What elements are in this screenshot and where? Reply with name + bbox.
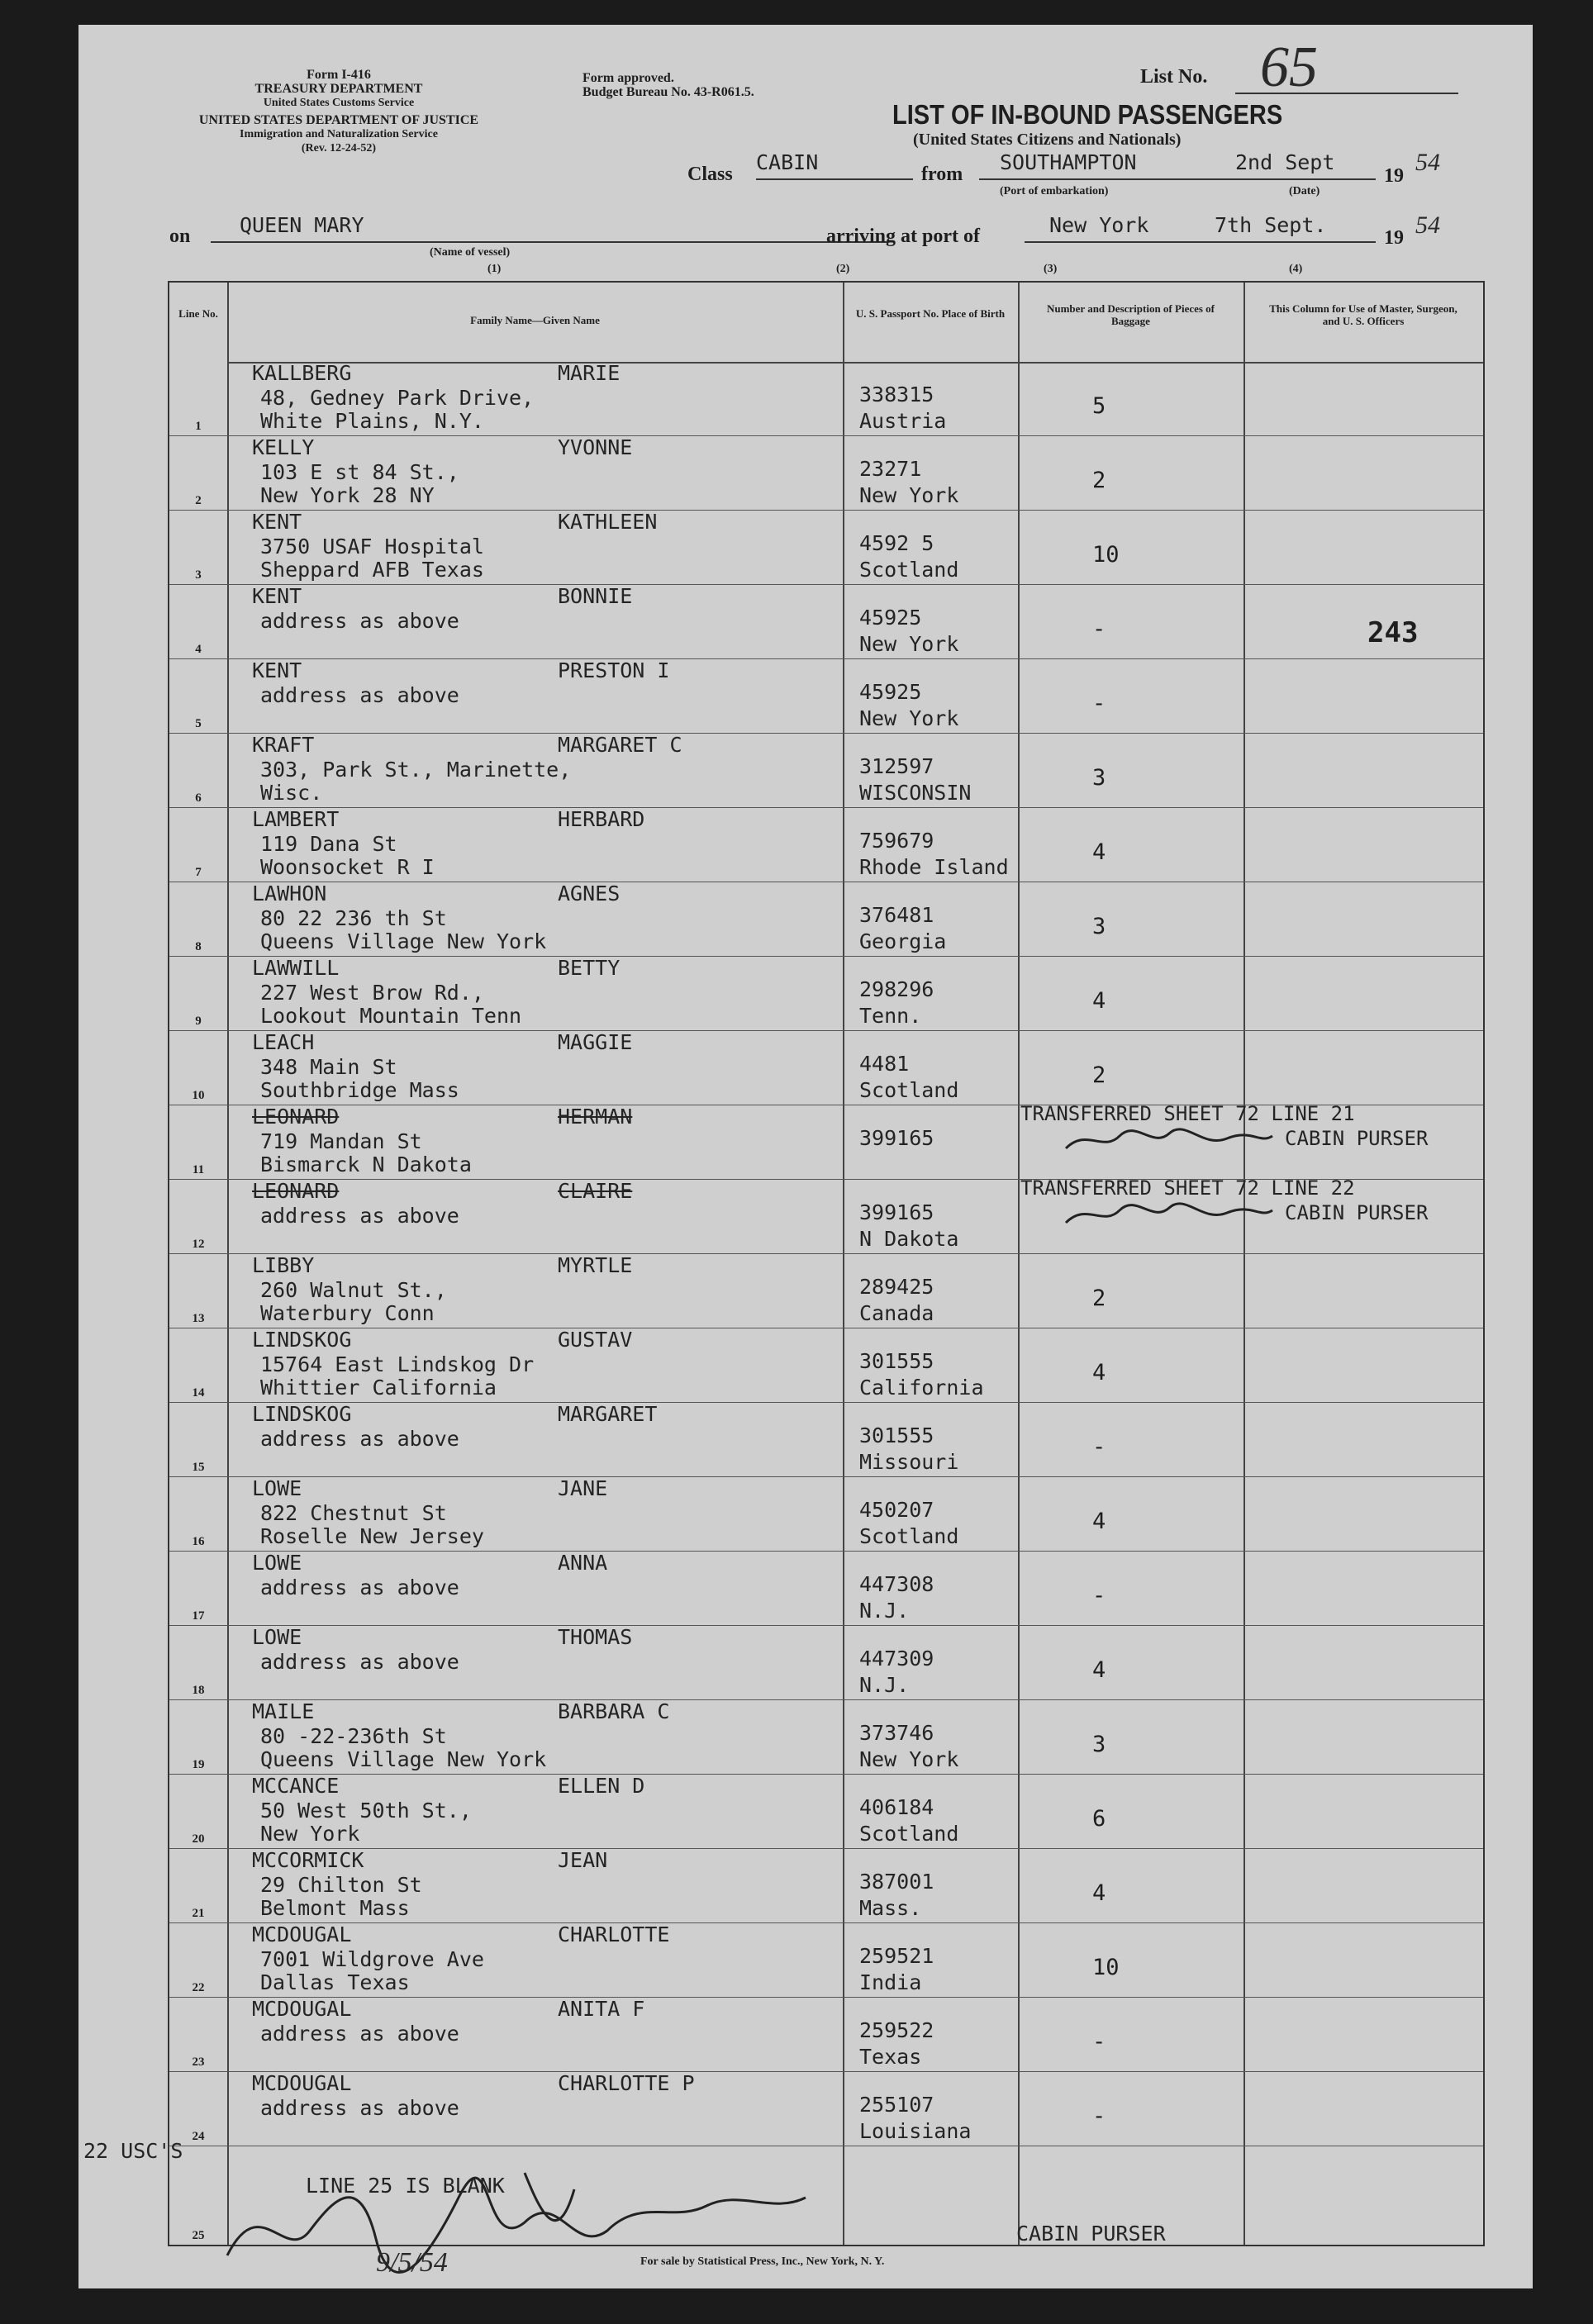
place-of-birth: Austria xyxy=(859,409,947,433)
line-number: 15 xyxy=(192,1461,205,1474)
address-line-2: Whittier California xyxy=(260,1376,497,1400)
family-name: MCDOUGAL xyxy=(252,2071,352,2095)
address-line-2: New York 28 NY xyxy=(260,483,435,507)
given-name: BETTY xyxy=(558,956,621,980)
given-name: JEAN xyxy=(558,1848,608,1872)
family-name: MAILE xyxy=(252,1699,315,1723)
given-name: THOMAS xyxy=(558,1625,633,1649)
family-name: LIBBY xyxy=(252,1253,315,1277)
date-line xyxy=(1227,178,1376,180)
list-no-label: List No. xyxy=(1140,66,1208,88)
agency-block xyxy=(153,68,525,155)
place-of-birth: WISCONSIN xyxy=(859,781,972,805)
line-number: 6 xyxy=(195,791,202,805)
place-of-birth: Mass. xyxy=(859,1896,922,1920)
justice-dept: UNITED STATES DEPARTMENT OF JUSTICE xyxy=(198,113,479,127)
embarkation-date: 2nd Sept xyxy=(1235,150,1335,174)
header-passport: U. S. Passport No. Place of Birth xyxy=(855,307,1006,320)
manifest-sheet xyxy=(78,25,1533,2288)
line-number: 3 xyxy=(195,568,202,582)
given-name: HERMAN xyxy=(558,1105,633,1129)
passport-number: 447309 xyxy=(859,1647,934,1671)
table-row xyxy=(169,808,1483,882)
baggage-count: - xyxy=(1092,1583,1106,1609)
line-number: 5 xyxy=(195,717,202,730)
given-name: MAGGIE xyxy=(558,1030,633,1054)
passport-number: 255107 xyxy=(859,2093,934,2117)
address-line-1: 80 22 236 th St xyxy=(260,906,447,930)
arriving-label: arriving at port of xyxy=(826,226,980,247)
address-line-1: 7001 Wildgrove Ave xyxy=(260,1947,484,1971)
place-of-birth: New York xyxy=(859,632,959,656)
baggage-count: 4 xyxy=(1092,1880,1106,1906)
address-line-2: Southbridge Mass xyxy=(260,1078,459,1102)
line-number: 19 xyxy=(192,1758,205,1771)
line-number: 2 xyxy=(195,494,202,507)
year-prefix: 19 xyxy=(1384,165,1404,187)
date-caption: (Date) xyxy=(1289,185,1320,197)
line-number: 1 xyxy=(195,420,202,433)
port-caption: (Port of embarkation) xyxy=(1000,185,1109,197)
line-number: 13 xyxy=(192,1312,205,1325)
table-row xyxy=(169,1923,1483,1998)
family-name: LOWE xyxy=(252,1625,302,1649)
vessel-name: QUEEN MARY xyxy=(240,213,364,237)
header-name: Family Name—Given Name xyxy=(470,314,600,326)
table-row xyxy=(169,1031,1483,1105)
address-line-2: White Plains, N.Y. xyxy=(260,409,484,433)
approval-block xyxy=(583,71,754,99)
family-name: KALLBERG xyxy=(252,361,352,385)
baggage-count: - xyxy=(1092,1434,1106,1460)
passport-number: 289425 xyxy=(859,1275,934,1299)
header-officers: This Column for Use of Master, Surgeon, and U. S. Officers xyxy=(1269,302,1457,327)
family-name: LINDSKOG xyxy=(252,1402,352,1426)
given-name: BARBARA C xyxy=(558,1699,670,1723)
line-number: 16 xyxy=(192,1535,205,1548)
place-of-birth: Scotland xyxy=(859,1822,959,1846)
table-row xyxy=(169,585,1483,659)
cabin-purser-title: CABIN PURSER xyxy=(1016,2222,1166,2246)
family-name: LEONARD xyxy=(252,1105,340,1129)
line-number: 22 xyxy=(192,1981,205,1994)
table-row xyxy=(169,2072,1483,2146)
baggage-count: 2 xyxy=(1092,1286,1106,1311)
table-row xyxy=(169,436,1483,511)
address-line-2: Bismarck N Dakota xyxy=(260,1152,472,1176)
place-of-birth: Missouri xyxy=(859,1450,959,1474)
family-name: MCCANCE xyxy=(252,1774,340,1798)
place-of-birth: N.J. xyxy=(859,1673,910,1697)
given-name: CHARLOTTE xyxy=(558,1922,670,1946)
transfer-note: TRANSFERRED SHEET 72 LINE 21 xyxy=(1020,1102,1355,1125)
line-number: 11 xyxy=(192,1163,205,1176)
family-name: MCDOUGAL xyxy=(252,1997,352,2021)
given-name: JANE xyxy=(558,1476,608,1500)
address-line-2: Wisc. xyxy=(260,781,323,805)
handwritten-date: 9/5/54 xyxy=(376,2247,448,2278)
baggage-count: 2 xyxy=(1092,1062,1106,1088)
passport-number: 338315 xyxy=(859,383,934,406)
given-name: MARIE xyxy=(558,361,621,385)
family-name: KELLY xyxy=(252,435,315,459)
table-row xyxy=(169,1626,1483,1700)
baggage-count: 3 xyxy=(1092,1732,1106,1757)
address-line-1: 260 Walnut St., xyxy=(260,1278,447,1302)
passport-number: 23271 xyxy=(859,457,922,481)
address-line-1: 29 Chilton St xyxy=(260,1873,422,1897)
class-value: CABIN xyxy=(756,150,819,174)
table-row xyxy=(169,882,1483,957)
passport-number: 759679 xyxy=(859,829,934,853)
table-row xyxy=(169,1477,1483,1552)
address-line-1: 719 Mandan St xyxy=(260,1129,422,1153)
address-line-1: 227 West Brow Rd., xyxy=(260,981,484,1005)
baggage-count: - xyxy=(1092,2029,1106,2055)
address-line-1: 303, Park St., Marinette, xyxy=(260,758,572,782)
address-line-1: address as above xyxy=(260,2022,459,2046)
purser-signature xyxy=(211,2140,888,2288)
table-row xyxy=(169,1849,1483,1923)
address-line-2: Belmont Mass xyxy=(260,1896,410,1920)
table-row xyxy=(169,1102,1483,1180)
baggage-count: 4 xyxy=(1092,1657,1106,1683)
baggage-count: 4 xyxy=(1092,1509,1106,1534)
baggage-count: - xyxy=(1092,616,1106,642)
transfer-officer: CABIN PURSER xyxy=(1285,1127,1429,1150)
col3-caption: (3) xyxy=(1044,263,1058,275)
page-title: LIST OF IN-BOUND PASSENGERS xyxy=(892,99,1283,130)
given-name: MARGARET xyxy=(558,1402,658,1426)
place-of-birth: New York xyxy=(859,706,959,730)
passport-number: 45925 xyxy=(859,606,922,630)
table-row xyxy=(169,1775,1483,1849)
on-label: on xyxy=(169,226,191,247)
family-name: LOWE xyxy=(252,1476,302,1500)
address-line-2: Queens Village New York xyxy=(260,1747,547,1771)
passport-number: 312597 xyxy=(859,754,934,778)
baggage-count: 2 xyxy=(1092,468,1106,493)
table-row xyxy=(169,734,1483,808)
table-row xyxy=(169,1403,1483,1477)
table-row xyxy=(169,1328,1483,1403)
passport-number: 259521 xyxy=(859,1944,934,1968)
line-number: 4 xyxy=(195,643,202,656)
officer-note: 243 xyxy=(1367,616,1419,649)
place-of-birth: Canada xyxy=(859,1301,934,1325)
place-of-birth: N.J. xyxy=(859,1599,910,1623)
address-line-1: address as above xyxy=(260,683,459,707)
line-number: 24 xyxy=(192,2130,205,2143)
table-row xyxy=(169,1552,1483,1626)
place-of-birth: Louisiana xyxy=(859,2119,972,2143)
baggage-count: - xyxy=(1092,691,1106,716)
year-suffix: 54 xyxy=(1415,149,1440,176)
vessel-line xyxy=(211,241,888,243)
printer-credit: For sale by Statistical Press, Inc., New York, N. Y. xyxy=(640,2255,885,2268)
address-line-1: 80 -22-236th St xyxy=(260,1724,447,1748)
header-line-no: Line No. xyxy=(178,307,218,320)
table-row xyxy=(169,1176,1483,1254)
header-baggage: Number and Description of Pieces of Baggage xyxy=(1046,302,1215,327)
passport-number: 406184 xyxy=(859,1795,934,1819)
given-name: ELLEN D xyxy=(558,1774,645,1798)
address-line-1: 48, Gedney Park Drive, xyxy=(260,386,535,410)
passport-number: 301555 xyxy=(859,1349,934,1373)
passport-number: 298296 xyxy=(859,977,934,1001)
table-row xyxy=(169,1998,1483,2072)
place-of-birth: N Dakota xyxy=(859,1227,959,1251)
arrival-port: New York xyxy=(1049,213,1149,237)
line-number: 23 xyxy=(192,2055,205,2069)
family-name: KENT xyxy=(252,510,302,534)
address-line-1: address as above xyxy=(260,1427,459,1451)
address-line-1: address as above xyxy=(260,1650,459,1674)
transfer-officer: CABIN PURSER xyxy=(1285,1201,1429,1224)
passport-number: 301555 xyxy=(859,1423,934,1447)
place-of-birth: Scotland xyxy=(859,1524,959,1548)
line-number: 8 xyxy=(195,940,202,953)
table-row xyxy=(169,511,1483,585)
baggage-count: 4 xyxy=(1092,988,1106,1014)
port-line xyxy=(979,178,1227,180)
list-number: 65 xyxy=(1260,36,1318,99)
arrival-year-prefix: 19 xyxy=(1384,227,1404,249)
port-of-embarkation: SOUTHAMPTON xyxy=(1000,150,1137,174)
form-approved: Form approved. xyxy=(583,71,674,85)
arrival-date: 7th Sept. xyxy=(1215,213,1327,237)
table-row xyxy=(169,659,1483,734)
baggage-count: 6 xyxy=(1092,1806,1106,1832)
family-name: KENT xyxy=(252,584,302,608)
passport-number: 399165 xyxy=(859,1126,934,1150)
address-line-1: 119 Dana St xyxy=(260,832,397,856)
passport-number: 387001 xyxy=(859,1870,934,1894)
passport-number: 399165 xyxy=(859,1200,934,1224)
family-name: KENT xyxy=(252,658,302,682)
initials-signature xyxy=(1062,1124,1277,1157)
passport-number: 447308 xyxy=(859,1572,934,1596)
baggage-count: 4 xyxy=(1092,1360,1106,1385)
family-name: LEACH xyxy=(252,1030,315,1054)
passport-number: 450207 xyxy=(859,1498,934,1522)
line-number: 20 xyxy=(192,1832,205,1846)
address-line-2: New York xyxy=(260,1822,360,1846)
place-of-birth: India xyxy=(859,1970,922,1994)
address-line-2: Waterbury Conn xyxy=(260,1301,435,1325)
line-number: 21 xyxy=(192,1907,205,1920)
col4-caption: (4) xyxy=(1289,263,1303,275)
baggage-count: 10 xyxy=(1092,1955,1120,1980)
line-number: 18 xyxy=(192,1684,205,1697)
baggage-count: 4 xyxy=(1092,839,1106,865)
family-name: MCCORMICK xyxy=(252,1848,364,1872)
passport-number: 4592 5 xyxy=(859,531,934,555)
place-of-birth: Tenn. xyxy=(859,1004,922,1028)
baggage-count: 3 xyxy=(1092,765,1106,791)
given-name: PRESTON I xyxy=(558,658,670,682)
given-name: CLAIRE xyxy=(558,1179,633,1203)
given-name: ANITA F xyxy=(558,1997,645,2021)
baggage-count: 3 xyxy=(1092,914,1106,939)
address-line-2: Woonsocket R I xyxy=(260,855,435,879)
address-line-1: 822 Chestnut St xyxy=(260,1501,447,1525)
place-of-birth: Scotland xyxy=(859,1078,959,1102)
place-of-birth: California xyxy=(859,1376,984,1400)
given-name: ANNA xyxy=(558,1551,608,1575)
initials-signature xyxy=(1062,1198,1277,1231)
line-number: 12 xyxy=(192,1238,205,1251)
address-line-1: 348 Main St xyxy=(260,1055,397,1079)
baggage-count: 10 xyxy=(1092,542,1120,568)
table-row xyxy=(169,957,1483,1031)
family-name: LEONARD xyxy=(252,1179,340,1203)
address-line-2: Sheppard AFB Texas xyxy=(260,558,484,582)
address-line-2: Dallas Texas xyxy=(260,1970,410,1994)
arrival-year-suffix: 54 xyxy=(1415,211,1440,239)
table-row xyxy=(169,362,1483,436)
given-name: MARGARET C xyxy=(558,733,682,757)
address-line-1: address as above xyxy=(260,609,459,633)
address-line-1: 15764 East Lindskog Dr xyxy=(260,1352,535,1376)
passport-number: 373746 xyxy=(859,1721,934,1745)
col1-caption: (1) xyxy=(487,263,502,275)
family-name: LAMBERT xyxy=(252,807,340,831)
address-line-2: Roselle New Jersey xyxy=(260,1524,484,1548)
address-line-1: address as above xyxy=(260,1204,459,1228)
given-name: BONNIE xyxy=(558,584,633,608)
given-name: YVONNE xyxy=(558,435,633,459)
baggage-count: - xyxy=(1092,2103,1106,2129)
col2-caption: (2) xyxy=(836,263,850,275)
address-line-1: address as above xyxy=(260,2096,459,2120)
page-subtitle: (United States Citizens and Nationals) xyxy=(913,131,1182,149)
line-number: 7 xyxy=(195,866,202,879)
given-name: AGNES xyxy=(558,882,621,905)
passport-number: 45925 xyxy=(859,680,922,704)
line-number: 25 xyxy=(192,2229,205,2242)
address-line-1: 50 West 50th St., xyxy=(260,1799,472,1823)
form-number: Form I-416 xyxy=(307,68,371,82)
from-label: from xyxy=(921,164,963,185)
blank-line-note: LINE 25 IS BLANK xyxy=(306,2174,505,2198)
place-of-birth: Georgia xyxy=(859,929,947,953)
given-name: KATHLEEN xyxy=(558,510,658,534)
family-name: LINDSKOG xyxy=(252,1328,352,1352)
place-of-birth: Scotland xyxy=(859,558,959,582)
given-name: CHARLOTTE P xyxy=(558,2071,695,2095)
baggage-count: 5 xyxy=(1092,393,1106,419)
table-row xyxy=(169,1700,1483,1775)
address-line-1: 3750 USAF Hospital xyxy=(260,535,484,558)
address-line-2: Queens Village New York xyxy=(260,929,547,953)
address-line-2: Lookout Mountain Tenn xyxy=(260,1004,522,1028)
revision-date: (Rev. 12-24-52) xyxy=(301,142,377,154)
class-line xyxy=(756,178,913,180)
place-of-birth: Rhode Island xyxy=(859,855,1009,879)
class-label: Class xyxy=(687,164,733,185)
treasury-dept: TREASURY DEPARTMENT xyxy=(254,82,423,96)
line-number: 17 xyxy=(192,1609,205,1623)
passport-number: 376481 xyxy=(859,903,934,927)
transfer-note: TRANSFERRED SHEET 72 LINE 22 xyxy=(1020,1176,1355,1200)
line-number: 14 xyxy=(192,1386,205,1400)
passport-number: 4481 xyxy=(859,1052,910,1076)
side-note: 22 USC'S xyxy=(83,2139,183,2163)
line-number: 10 xyxy=(192,1089,205,1102)
ins-service: Immigration and Naturalization Service xyxy=(240,128,438,140)
given-name: HERBARD xyxy=(558,807,645,831)
line-number: 9 xyxy=(195,1015,202,1028)
given-name: MYRTLE xyxy=(558,1253,633,1277)
address-line-1: address as above xyxy=(260,1575,459,1599)
table-row xyxy=(169,1254,1483,1328)
family-name: LAWHON xyxy=(252,882,327,905)
family-name: LOWE xyxy=(252,1551,302,1575)
family-name: KRAFT xyxy=(252,733,315,757)
place-of-birth: New York xyxy=(859,483,959,507)
budget-bureau: Budget Bureau No. 43-R061.5. xyxy=(583,85,754,99)
family-name: LAWWILL xyxy=(252,956,340,980)
given-name: GUSTAV xyxy=(558,1328,633,1352)
place-of-birth: Texas xyxy=(859,2045,922,2069)
passport-number: 259522 xyxy=(859,2018,934,2042)
passenger-table xyxy=(168,281,1485,2246)
place-of-birth: New York xyxy=(859,1747,959,1771)
family-name: MCDOUGAL xyxy=(252,1922,352,1946)
arrival-line xyxy=(1025,241,1376,243)
vessel-caption: (Name of vessel) xyxy=(430,246,511,259)
customs-service: United States Customs Service xyxy=(263,97,415,109)
address-line-1: 103 E st 84 St., xyxy=(260,460,459,484)
